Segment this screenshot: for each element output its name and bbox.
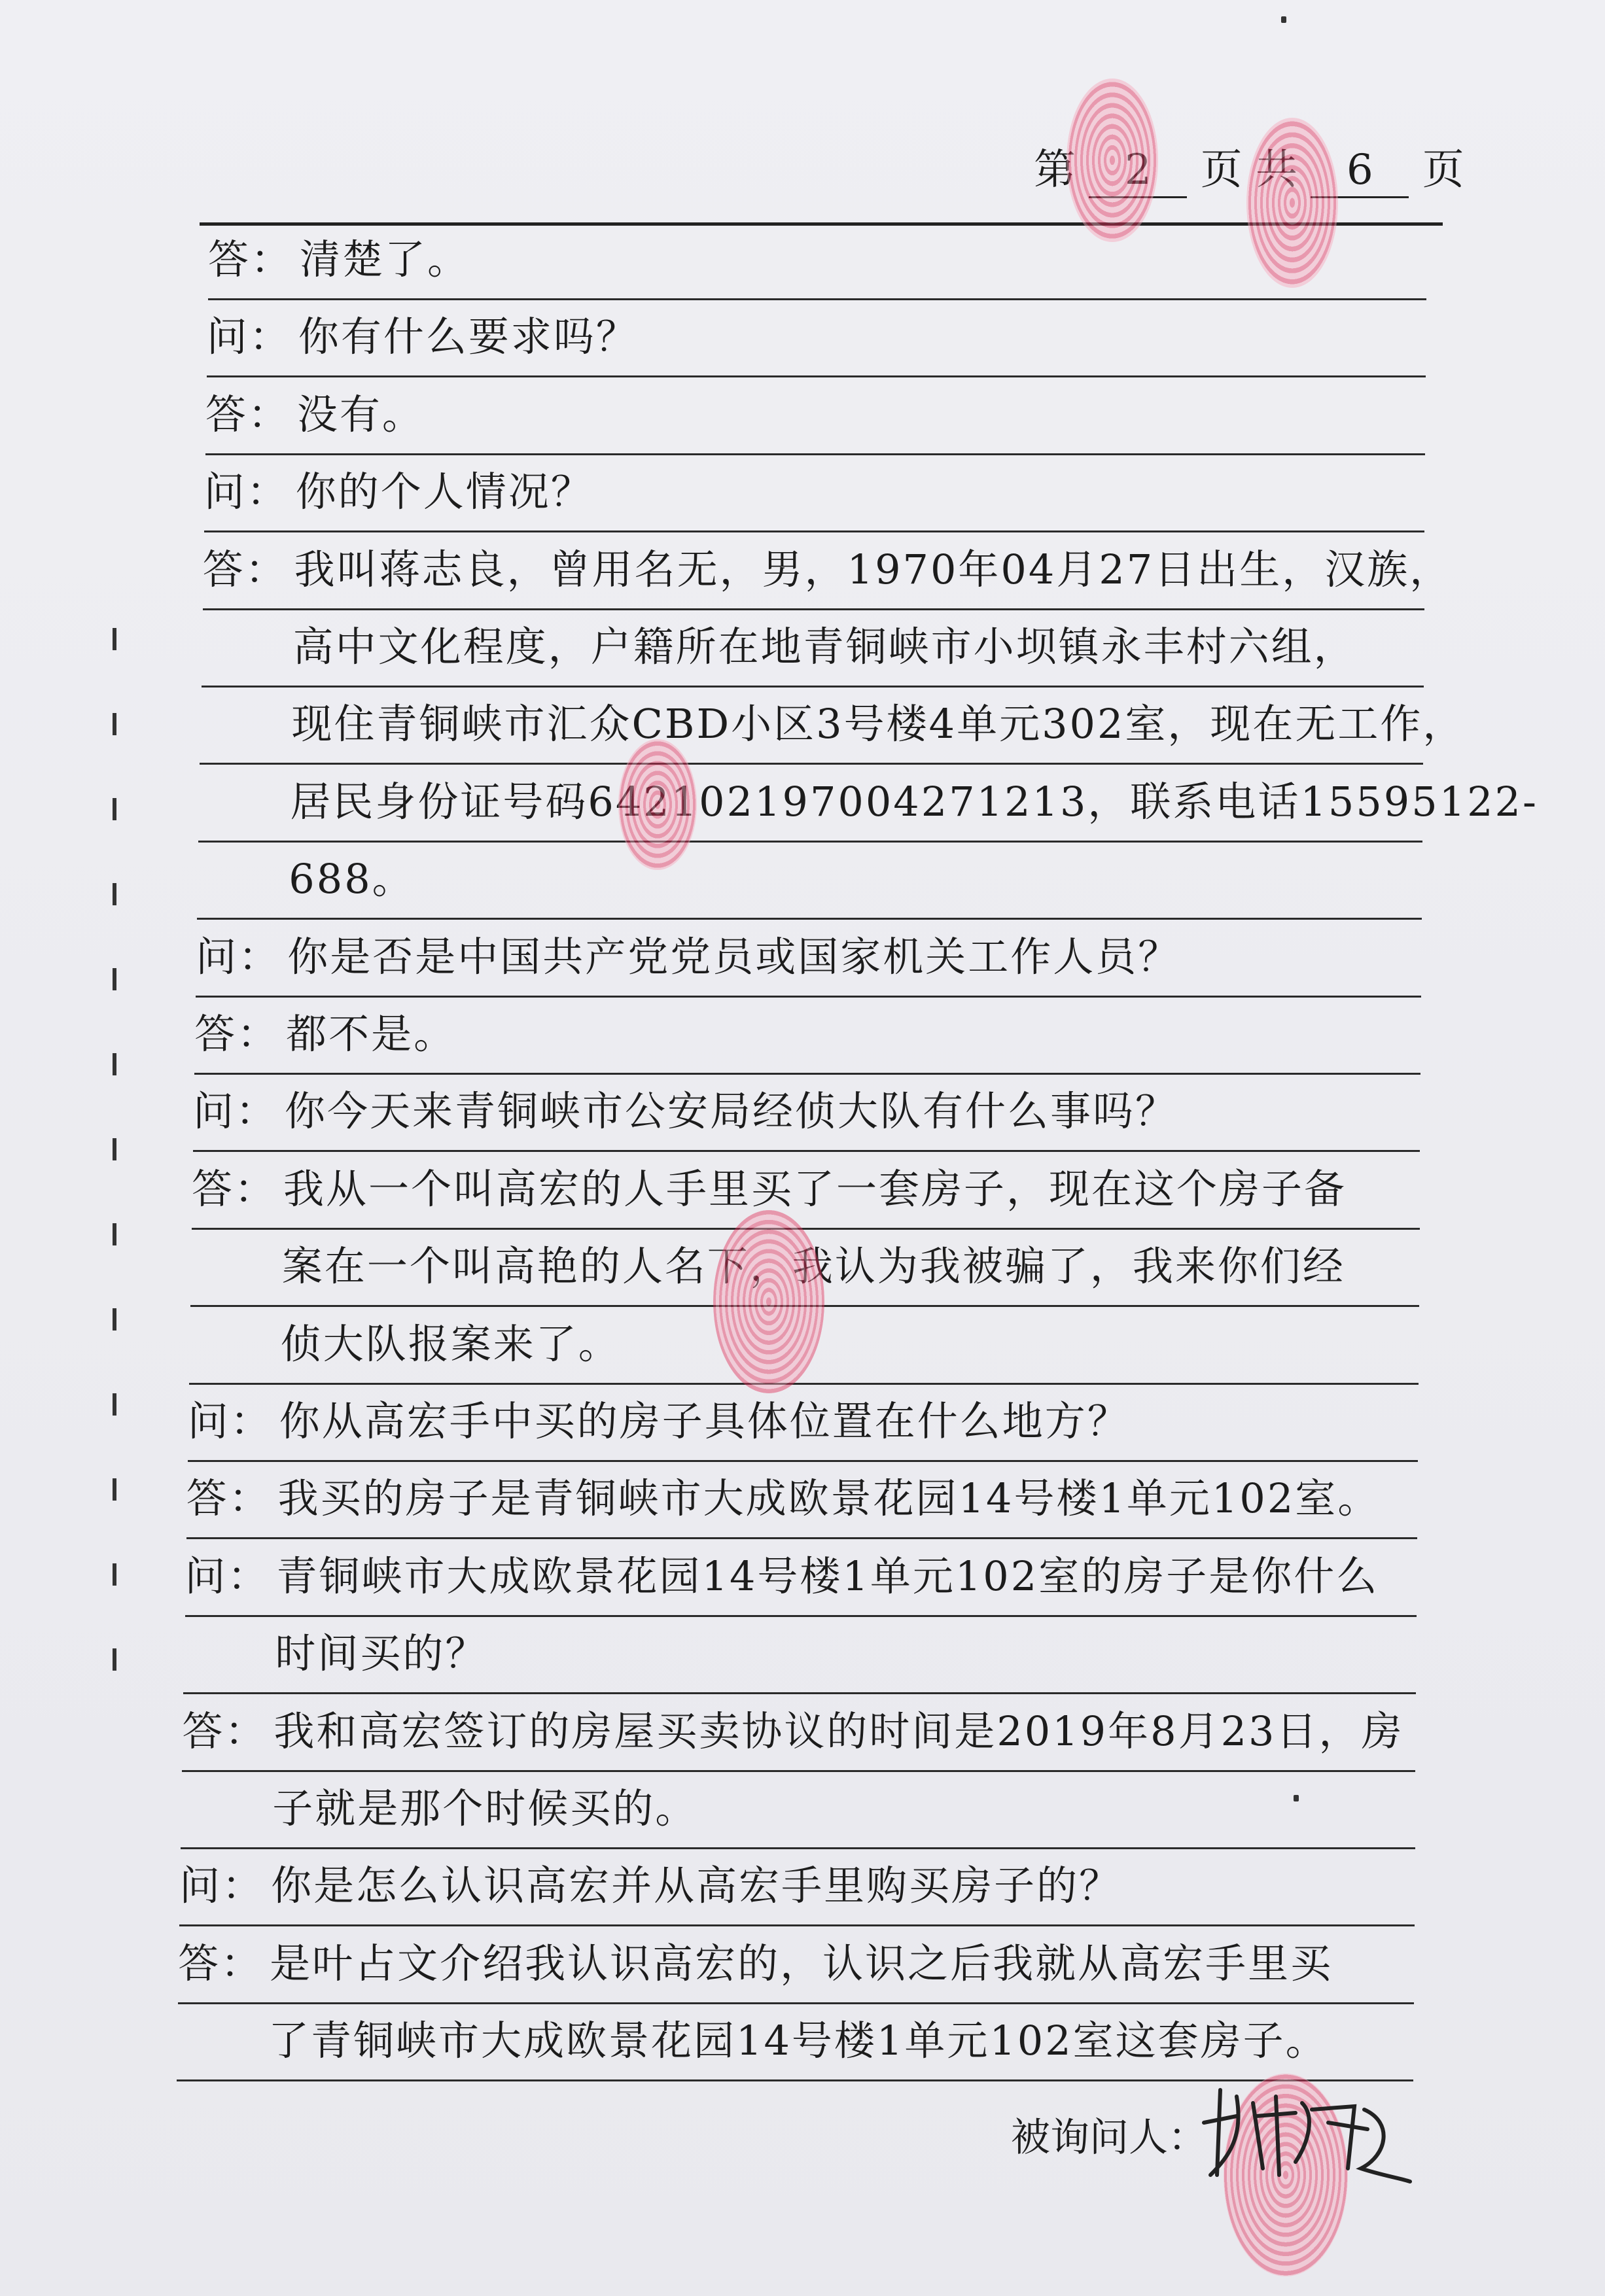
transcript-line xyxy=(194,996,1420,1075)
binding-dashes xyxy=(113,628,116,1701)
speaker-label: 答： xyxy=(186,1474,272,1523)
line-text: 高中文化程度，户籍所在地青铜峡市小坝镇永丰村六组， xyxy=(292,623,1356,670)
line-text: 子就是那个时候买的。 xyxy=(272,1784,698,1832)
transcript-line xyxy=(193,1073,1420,1152)
speaker-label: 答： xyxy=(194,1010,280,1058)
line-text: 我叫蒋志良，曾用名无，男，1970年04月27日出生，汉族， xyxy=(294,545,1453,593)
line-text: 没有。 xyxy=(296,390,425,438)
line-text: 侦大队报案来了。 xyxy=(280,1319,621,1368)
speaker-label: 问： xyxy=(187,1397,273,1445)
transcript-line xyxy=(208,221,1426,300)
fingerprint-stamp xyxy=(713,1210,824,1393)
transcript-line xyxy=(202,608,1424,687)
line-text: 我和高宏签订的房屋买卖协议的时间是2019年8月23日，房 xyxy=(273,1707,1404,1755)
transcript-line xyxy=(192,1151,1420,1230)
transcript-line xyxy=(185,1538,1417,1617)
line-text: 你是否是中国共产党党员或国家机关工作人员？ xyxy=(287,932,1181,981)
speaker-label: 答： xyxy=(205,390,291,438)
speaker-label: 问： xyxy=(203,468,289,516)
page-end-label: 页 xyxy=(1422,146,1464,194)
line-text: 清楚了。 xyxy=(300,235,470,283)
transcript-line xyxy=(198,763,1538,843)
transcript-line xyxy=(188,1383,1418,1462)
fingerprint-stamp xyxy=(618,739,697,870)
line-text: 688。 xyxy=(289,855,415,903)
line-text: 你是怎么认识高宏并从高宏手里购买房子的？ xyxy=(271,1862,1122,1910)
transcript-line xyxy=(196,918,1421,998)
transcript-line xyxy=(205,376,1425,455)
speaker-label: 问： xyxy=(185,1552,270,1600)
line-text: 你从高宏手中买的房子具体位置在什么地方？ xyxy=(279,1397,1130,1445)
line-text: 都不是。 xyxy=(286,1010,457,1058)
transcript-line xyxy=(186,1460,1417,1539)
speaker-label: 问： xyxy=(193,1087,279,1136)
transcript-line xyxy=(177,2002,1413,2081)
line-text: 时间买的？ xyxy=(275,1629,488,1678)
paper-speck xyxy=(1294,1795,1299,1801)
transcript-line xyxy=(178,1925,1414,2004)
line-text: 是叶占文介绍我认识高宏的，认识之后我就从高宏手里买 xyxy=(270,1939,1333,1987)
transcript-line xyxy=(207,298,1426,377)
signer-label: 被询问人： xyxy=(1011,2115,1207,2161)
page-label: 第 xyxy=(1034,146,1076,194)
transcript-line xyxy=(200,686,1466,765)
speaker-label: 答： xyxy=(202,545,288,593)
page-total: 6 xyxy=(1311,144,1409,198)
speaker-label: 答： xyxy=(178,1939,264,1987)
line-text: 你今天来青铜峡市公安局经侦大队有什么事吗？ xyxy=(285,1087,1178,1136)
line-text: 我买的房子是青铜峡市大成欧景花园14号楼1单元102室。 xyxy=(277,1474,1381,1523)
speaker-label: 答： xyxy=(182,1707,268,1755)
line-text: 现住青铜峡市汇众CBD小区3号楼4单元302室，现在无工作， xyxy=(291,700,1466,748)
speaker-label: 答： xyxy=(191,1164,277,1213)
line-text: 你有什么要求吗？ xyxy=(298,313,639,361)
paper-speck xyxy=(1281,16,1286,23)
speaker-label: 问： xyxy=(206,313,292,361)
transcript-line xyxy=(197,841,1422,920)
page-mid-label: 页 共 xyxy=(1200,146,1298,194)
line-text: 你的个人情况？ xyxy=(295,468,593,516)
line-text: 案在一个叫高艳的人名下，我认为我被骗了，我来你们经 xyxy=(281,1242,1345,1291)
transcript-line xyxy=(204,453,1425,532)
transcript-line xyxy=(202,531,1453,610)
speaker-label: 问： xyxy=(196,932,281,981)
speaker-label: 问： xyxy=(179,1862,265,1910)
transcript-line xyxy=(182,1693,1415,1772)
page-number: 2 xyxy=(1089,144,1187,198)
transcript-line xyxy=(179,1847,1415,1926)
handwritten-signature xyxy=(1197,2077,1413,2188)
line-text: 青铜峡市大成欧景花园14号楼1单元102室的房子是你什么 xyxy=(276,1552,1379,1600)
line-text: 居民身份证号码642102197004271213，联系电话15595122- xyxy=(290,777,1538,826)
fingerprint-stamp xyxy=(1067,78,1158,242)
line-text: 了青铜峡市大成欧景花园14号楼1单元102室这套房子。 xyxy=(268,2017,1328,2065)
transcript-line xyxy=(183,1615,1416,1694)
speaker-label: 答： xyxy=(208,235,294,283)
line-text: 我从一个叫高宏的人手里买了一套房子，现在这个房子备 xyxy=(283,1164,1347,1213)
transcript-line xyxy=(181,1770,1415,1849)
fingerprint-stamp xyxy=(1246,118,1338,288)
